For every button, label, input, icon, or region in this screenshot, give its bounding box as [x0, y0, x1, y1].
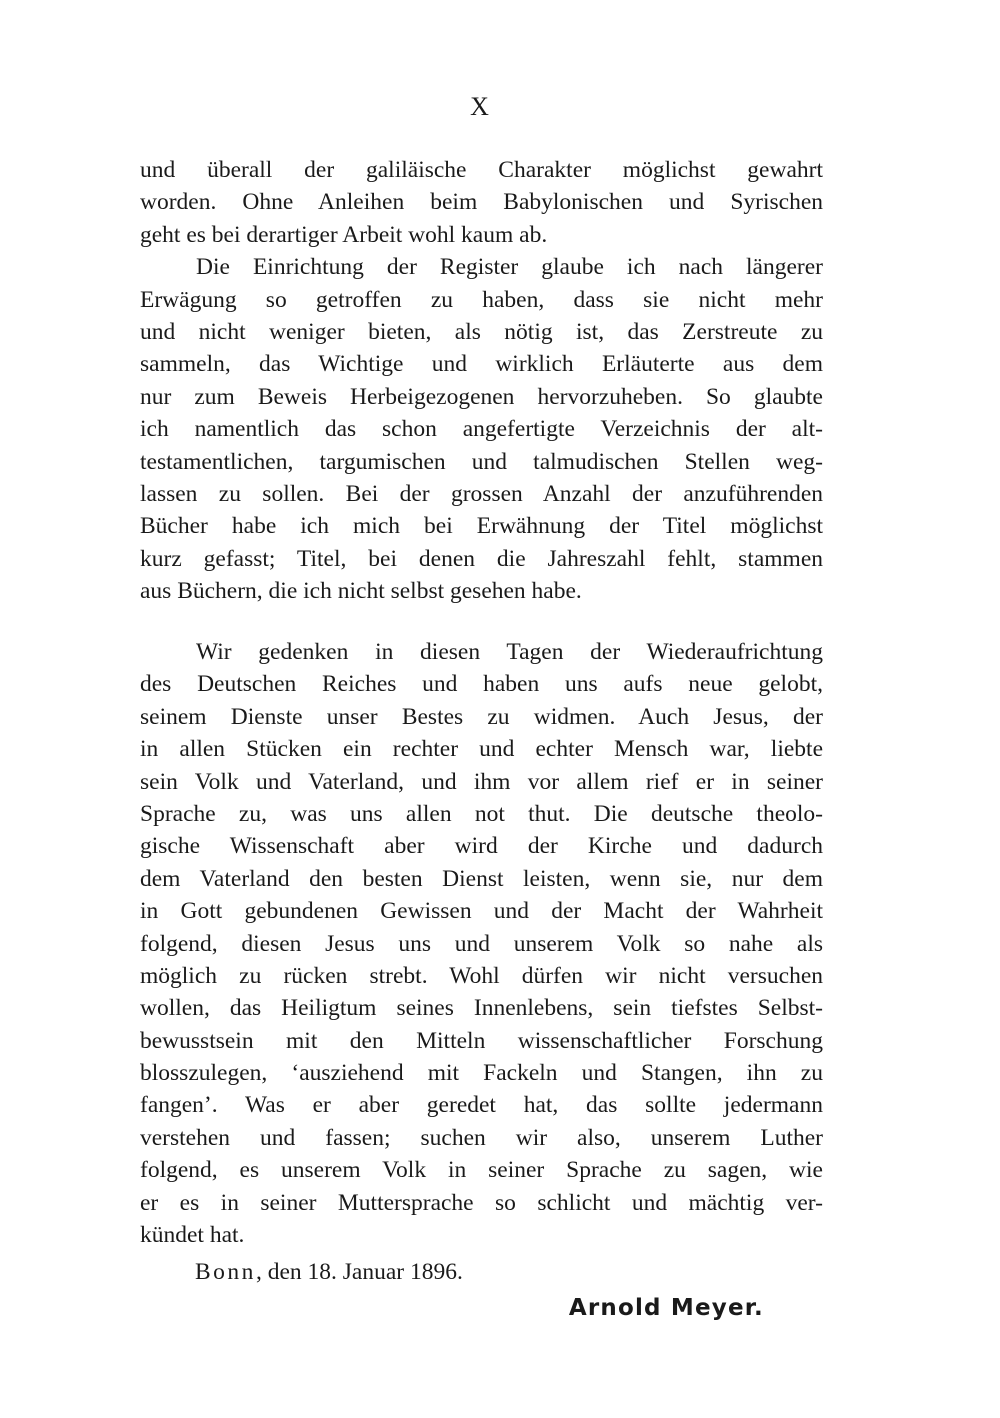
text-line: folgend, es unserem Volk in seiner Sprache zu sagen, wie [140, 1157, 823, 1184]
text-line: dem Vaterland den besten Dienst leisten, wenn sie, nur dem [140, 865, 823, 892]
dateline [195, 1256, 463, 1288]
text-line: kündet hat. [140, 1222, 245, 1249]
paragraph-2 [140, 251, 823, 607]
text-line: fangen’. Was er aber geredet hat, das sollte jedermann [140, 1092, 823, 1119]
text-line: Erwägung so getroffen zu haben, dass sie nicht mehr [140, 286, 823, 313]
paragraph-1 [140, 154, 823, 251]
dateline-date: , den 18. Januar 1896. [255, 1259, 463, 1285]
text-line: blosszulegen, ‘ausziehend mit Fackeln und Stangen, ihn zu [140, 1060, 823, 1087]
text-line: bewusstsein mit den Mitteln wissenschaftlicher Forschung [140, 1027, 823, 1054]
text-line: Die Einrichtung der Register glaube ich nach längerer [196, 254, 823, 281]
text-line: in Gott gebundenen Gewissen und der Macht der Wahrheit [140, 898, 823, 925]
text-line: wollen, das Heiligtum seines Innenlebens, sein tiefstes Selbst- [140, 995, 823, 1022]
text-line: Wir gedenken in diesen Tagen der Wiederaufrichtung [196, 639, 823, 665]
text-line: nur zum Beweis Herbeigezogenen hervorzuheben. So glaubte [140, 383, 823, 410]
text-line: seinem Dienste unser Bestes zu widmen. Auch Jesus, der [140, 703, 823, 730]
text-line: Sprache zu, was uns allen not thut. Die deutsche theolo- [140, 800, 823, 827]
text-line: Bücher habe ich mich bei Erwähnung der Titel möglichst [140, 513, 823, 540]
text-line: testamentlichen, targumischen und talmudischen Stellen weg- [140, 448, 823, 475]
text-block-top [140, 154, 823, 607]
text-line: sammeln, das Wichtige und wirklich Erläuterte aus dem [140, 351, 823, 378]
text-line: gische Wissenschaft aber wird der Kirche und dadurch [140, 833, 823, 860]
text-line: aus Büchern, die ich nicht selbst gesehen habe. [140, 578, 582, 605]
text-line: worden. Ohne Anleihen beim Babylonischen und Syrischen [140, 189, 823, 216]
text-line: möglich zu rücken strebt. Wohl dürfen wir nicht versuchen [140, 962, 823, 989]
text-line: sein Volk und Vaterland, und ihm vor allem rief er in seiner [140, 768, 823, 795]
text-line: und nicht weniger bieten, als nötig ist, das Zerstreute zu [140, 318, 823, 345]
text-line: er es in seiner Muttersprache so schlicht und mächtig ver- [140, 1189, 823, 1216]
text-line: kurz gefasst; Titel, bei denen die Jahreszahl fehlt, stammen [140, 545, 823, 572]
text-line: in allen Stücken ein rechter und echter Mensch war, liebte [140, 736, 823, 763]
dateline-place: Bonn [195, 1259, 256, 1285]
paragraph-3 [140, 636, 823, 1251]
text-line: ich namentlich das schon angefertigte Verzeichnis der alt- [140, 416, 823, 443]
text-line: lassen zu sollen. Bei der grossen Anzahl der anzuführenden [140, 480, 823, 507]
page-number: X [470, 92, 490, 121]
author-signature: Arnold Meyer. [568, 1295, 764, 1321]
text-line: verstehen und fassen; suchen wir also, unserem Luther [140, 1124, 823, 1151]
text-line: geht es bei derartiger Arbeit wohl kaum ab. [140, 221, 548, 248]
text-line: folgend, diesen Jesus uns und unserem Volk so nahe als [140, 930, 823, 957]
text-block-bottom [140, 636, 823, 1251]
text-line: des Deutschen Reiches und haben uns aufs neue gelobt, [140, 671, 823, 698]
text-line: und überall der galiläische Charakter möglichst gewahrt [140, 157, 823, 183]
